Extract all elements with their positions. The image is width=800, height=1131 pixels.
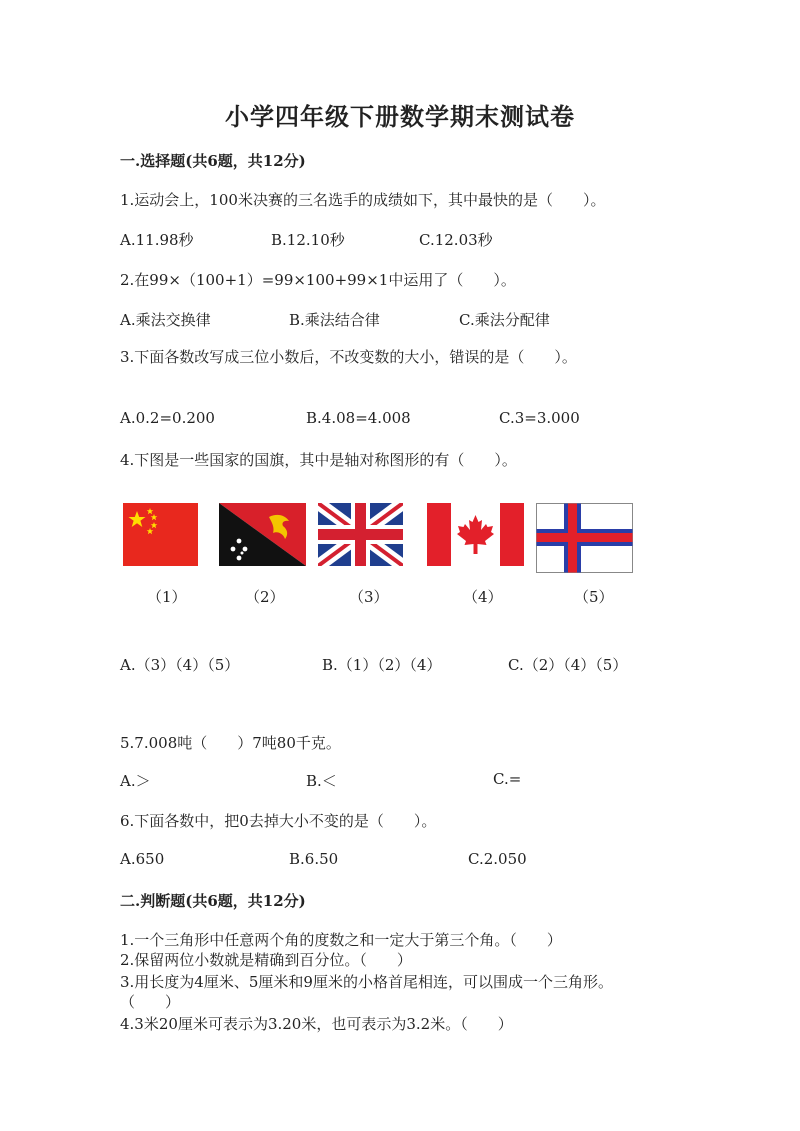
question-5-option-c: C.= xyxy=(493,770,522,788)
flag-caption-3: （3） xyxy=(349,588,389,606)
question-1-option-a: A.11.98秒 xyxy=(120,231,194,249)
flag-caption-5: （5） xyxy=(574,588,614,606)
question-6-option-a: A.650 xyxy=(120,850,165,868)
faroe-islands-flag-icon xyxy=(536,503,633,573)
question-3-option-a: A.0.2=0.200 xyxy=(120,409,215,427)
question-1-option-b: B.12.10秒 xyxy=(271,231,345,249)
question-3-option-c: C.3=3.000 xyxy=(499,409,580,427)
question-3-option-b: B.4.08=4.008 xyxy=(306,409,411,427)
question-2-option-b: B.乘法结合律 xyxy=(289,311,380,329)
question-4-option-c: C.（2）（4）（5） xyxy=(508,656,628,674)
flag-caption-4: （4） xyxy=(463,588,503,606)
question-5-option-a: A.＞ xyxy=(120,772,151,790)
page-title: 小学四年级下册数学期末测试卷 xyxy=(225,102,575,131)
united-kingdom-flag-icon xyxy=(318,503,403,566)
section-heading-choice: 一.选择题(共6题，共12分) xyxy=(120,152,306,170)
question-1-option-c: C.12.03秒 xyxy=(419,231,493,249)
question-2-stem: 2.在99×（100+1）=99×100+99×1中运用了（ ）。 xyxy=(120,271,516,289)
judge-item-2: 2.保留两位小数就是精确到百分位。（ ） xyxy=(120,951,412,969)
question-6-option-c: C.2.050 xyxy=(468,850,527,868)
judge-item-3: 3.用长度为4厘米、5厘米和9厘米的小格首尾相连，可以围成一个三角形。 xyxy=(120,973,613,991)
judge-item-1: 1.一个三角形中任意两个角的度数之和一定大于第三个角。（ ） xyxy=(120,931,562,949)
judge-item-4: 4.3米20厘米可表示为3.20米，也可表示为3.2米。（ ） xyxy=(120,1015,513,1033)
question-4-option-a: A.（3）（4）（5） xyxy=(120,656,240,674)
flag-caption-1: （1） xyxy=(147,588,187,606)
flag-caption-2: （2） xyxy=(245,588,285,606)
canada-flag-icon xyxy=(427,503,524,566)
papua-new-guinea-flag-icon xyxy=(219,503,306,566)
question-1-stem: 1.运动会上，100米决赛的三名选手的成绩如下，其中最快的是（ ）。 xyxy=(120,191,606,209)
question-2-option-c: C.乘法分配律 xyxy=(459,311,550,329)
question-3-stem: 3.下面各数改写成三位小数后，不改变数的大小，错误的是（ ）。 xyxy=(120,348,577,366)
question-2-option-a: A.乘法交换律 xyxy=(120,311,211,329)
question-4-stem: 4.下图是一些国家的国旗，其中是轴对称图形的有（ ）。 xyxy=(120,451,517,469)
question-5-stem: 5.7.008吨（ ）7吨80千克。 xyxy=(120,734,341,752)
question-6-option-b: B.6.50 xyxy=(289,850,339,868)
question-4-option-b: B.（1）（2）（4） xyxy=(322,656,442,674)
section-heading-true-false: 二.判断题(共6题，共12分) xyxy=(120,892,306,910)
judge-item-3-bracket: （ ） xyxy=(120,993,181,1011)
china-flag-icon xyxy=(123,503,198,566)
question-5-option-b: B.＜ xyxy=(306,772,337,790)
question-6-stem: 6.下面各数中，把0去掉大小不变的是（ ）。 xyxy=(120,812,437,830)
